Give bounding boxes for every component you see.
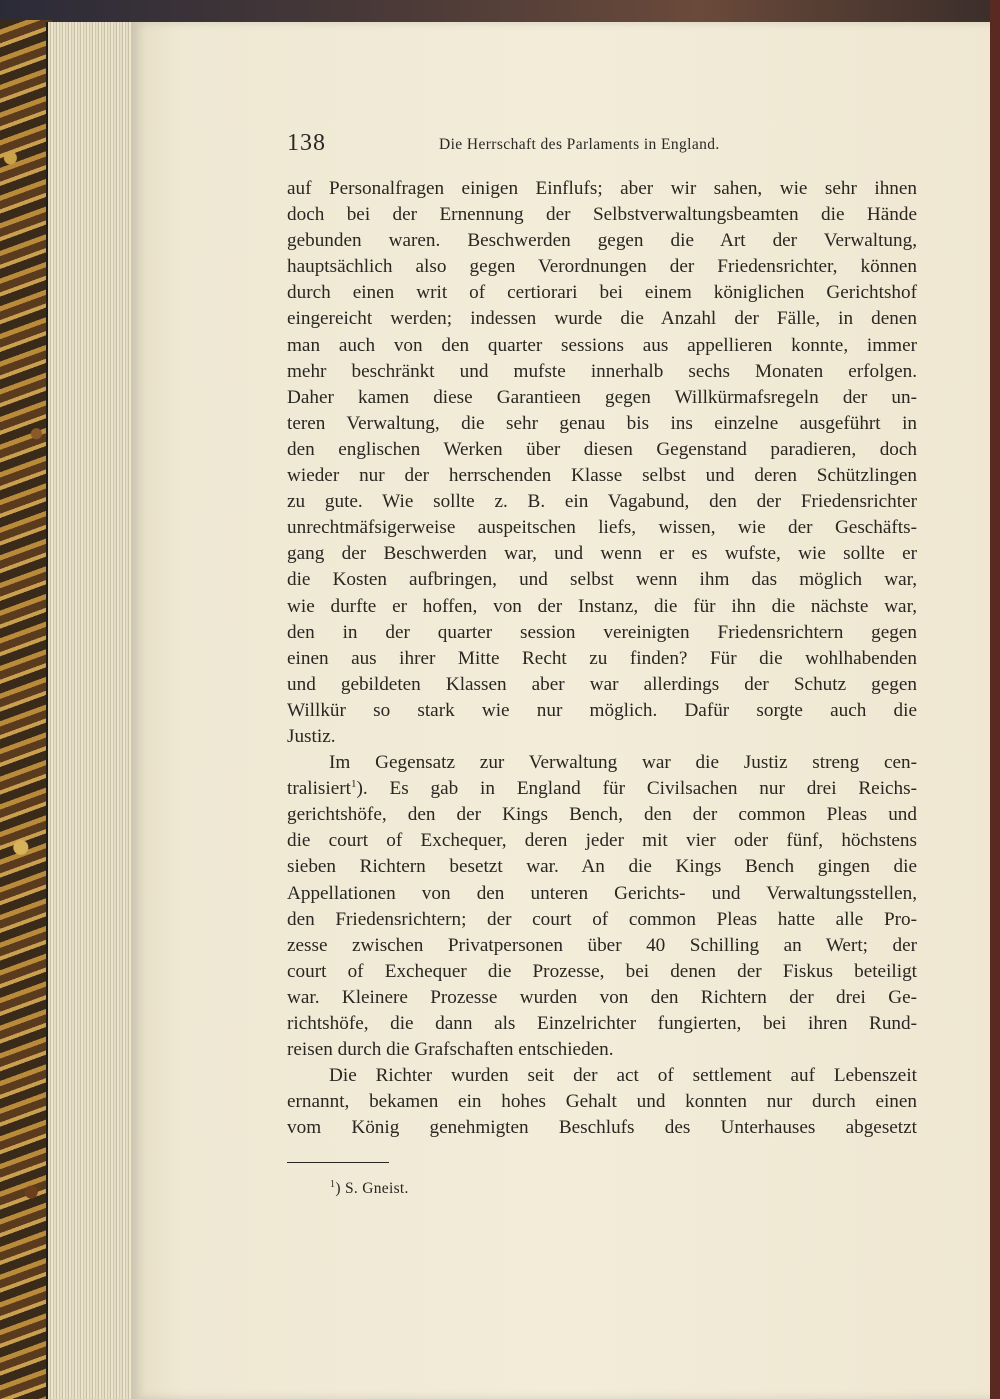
text-line: zu gute. Wie sollte z. B. ein Vagabund, den der Friedensrichter <box>287 491 917 513</box>
text-line: ernannt, bekamen ein hohes Gehalt und konnten nur durch einen <box>287 1091 917 1113</box>
footnote-number: 1 <box>330 1179 336 1190</box>
text-line: durch einen writ of certiorari bei einem königlichen Gerichtshof <box>287 282 917 304</box>
text-line: man auch von den quarter sessions aus appellieren konnte, immer <box>287 334 917 356</box>
text-line: wie durfte er hoffen, von der Instanz, die für ihn die nächste war, <box>287 595 917 617</box>
running-title: Die Herrschaft des Parlaments in England. <box>439 136 720 153</box>
text-line: war. Kleinere Prozesse wurden von den Richtern der drei Ge- <box>287 986 917 1008</box>
footnote-text: S. Gneist. <box>344 1180 409 1197</box>
text-line-with-footnote <box>287 776 917 802</box>
text-line: wieder nur der herrschenden Klasse selbst und deren Schützlingen <box>287 465 917 487</box>
text-line: hauptsächlich also gegen Verordnungen der Friedensrichter, können <box>287 256 917 278</box>
footnote-rule <box>287 1162 389 1163</box>
right-binding-strip <box>990 0 1000 1399</box>
text-fragment: tralisiert <box>287 778 351 800</box>
text-line: reisen durch die Grafschaften entschieden. <box>287 1039 614 1061</box>
text-line: einen aus ihrer Mitte Recht zu finden? Für die wohlhabenden <box>287 647 917 669</box>
text-line: den Friedensrichtern; der court of common Pleas hatte alle Pro- <box>287 908 917 930</box>
text-line: den in der quarter session vereinigten Friedensrichtern gegen <box>287 621 917 643</box>
text-line: doch bei der Ernennung der Selbstverwaltungsbeamten die Hände <box>287 204 917 226</box>
text-fragment: ). Es gab in England für Civilsachen nur drei Reichs- <box>356 778 917 800</box>
text-line: die Kosten aufbringen, und selbst wenn ihm das möglich war, <box>287 569 917 591</box>
text-line: gang der Beschwerden war, und wenn er es wufste, wie sollte er <box>287 543 917 565</box>
body-text <box>287 176 917 1141</box>
text-line: die court of Exchequer, deren jeder mit vier oder fünf, höchstens <box>287 830 917 852</box>
text-line: mehr beschränkt und mufste innerhalb sechs Monaten erfolgen. <box>287 360 917 382</box>
marbled-cover <box>0 20 52 1399</box>
text-line: auf Personalfragen einigen Einflufs; aber wir sahen, wie sehr ihnen <box>287 178 917 199</box>
text-line: und gebildeten Klassen aber war allerdings der Schutz gegen <box>287 673 917 695</box>
text-line: gebunden waren. Beschwerden gegen die Art der Verwaltung, <box>287 230 917 252</box>
text-line: gerichtshöfe, den der Kings Bench, den der common Pleas und <box>287 804 917 826</box>
footnote-paren: ) <box>335 1180 341 1197</box>
page-number: 138 <box>287 130 326 156</box>
text-line: Willkür so stark wie nur möglich. Dafür sorgte auch die <box>287 699 917 721</box>
footnote <box>330 1180 409 1198</box>
page-edges <box>46 22 134 1399</box>
text-line: Im Gegensatz zur Verwaltung war die Justiz streng cen- <box>329 752 917 774</box>
text-line: richtshöfe, die dann als Einzelrichter fungierten, bei ihren Rund- <box>287 1013 917 1034</box>
text-line: Appellationen von den unteren Gerichts- und Verwaltungsstellen, <box>287 882 917 904</box>
text-line: court of Exchequer die Prozesse, bei denen der Fiskus beteiligt <box>287 960 917 982</box>
text-line: Justiz. <box>287 725 336 747</box>
text-line: vom König genehmigten Beschlufs des Unterhauses abgesetzt <box>287 1117 917 1139</box>
text-line: zesse zwischen Privatpersonen über 40 Schilling an Wert; der <box>287 934 917 956</box>
text-line: unrechtmäfsigerweise auspeitschen liefs, wissen, wie der Geschäfts- <box>287 517 917 539</box>
text-line: sieben Richtern besetzt war. An die Kings Bench gingen die <box>287 856 917 878</box>
book-top-edge <box>0 0 1000 22</box>
text-line: den englischen Werken über diesen Gegenstand paradieren, doch <box>287 438 917 460</box>
running-head <box>287 130 915 160</box>
footnote-reference: 1 <box>350 778 357 791</box>
text-line: Daher kamen diese Garantieen gegen Willkürmafsregeln der un- <box>287 386 917 408</box>
text-line: Die Richter wurden seit der act of settlement auf Lebenszeit <box>329 1065 917 1087</box>
text-line: teren Verwaltung, die sehr genau bis ins einzelne ausgeführt in <box>287 412 917 434</box>
text-line: eingereicht werden; indessen wurde die Anzahl der Fälle, in denen <box>287 308 917 330</box>
